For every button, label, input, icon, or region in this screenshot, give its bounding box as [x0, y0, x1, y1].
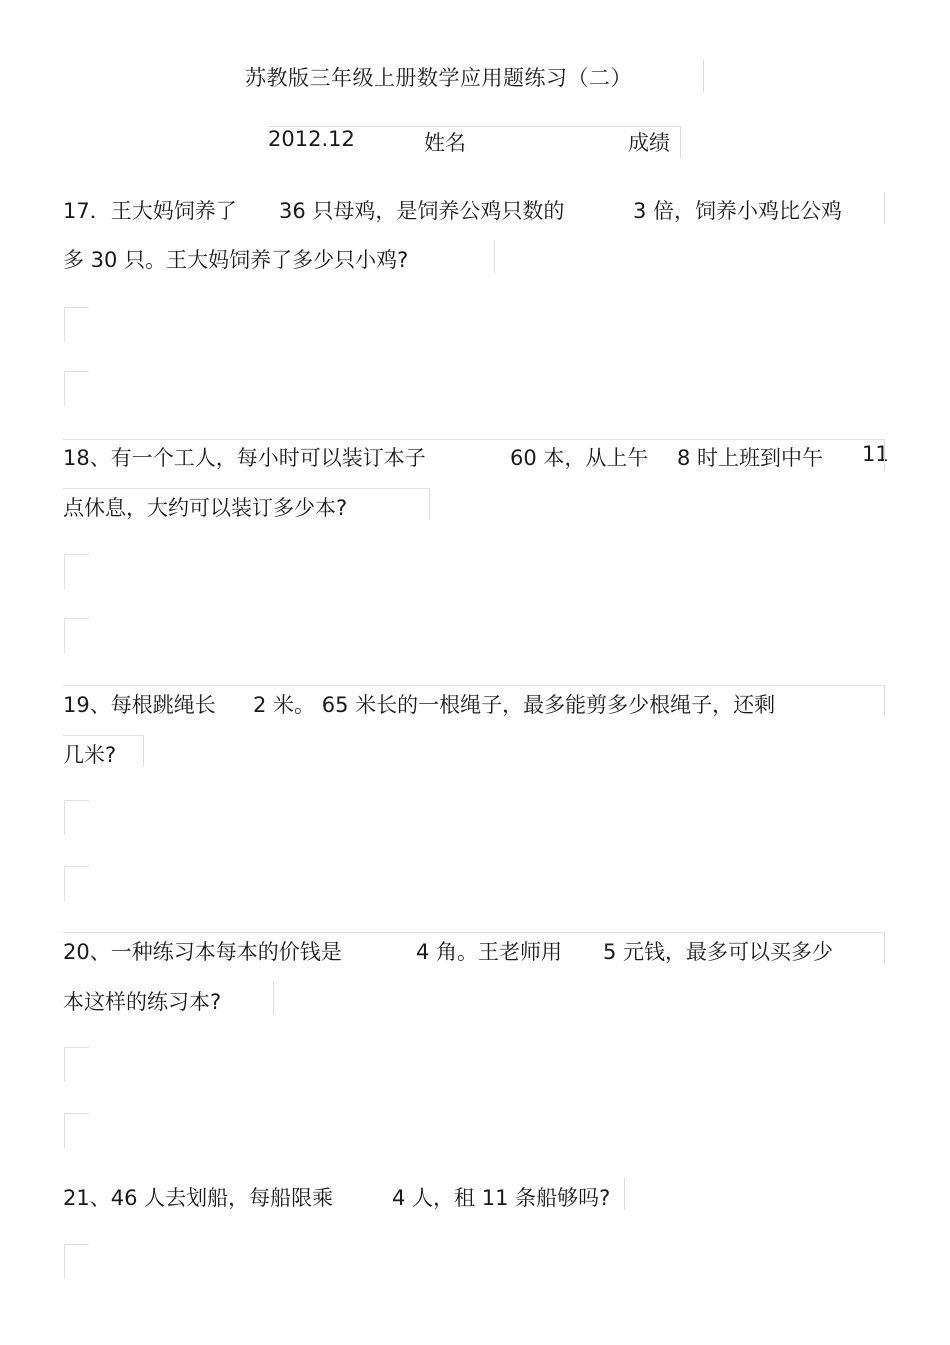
- question-19-line1-part2: 2 米。 65 米长的一根绳子，最多能剪多少根绳子，还剩: [253, 693, 776, 717]
- divider: [63, 439, 884, 440]
- divider: [884, 685, 885, 717]
- name-label: 姓名: [424, 131, 466, 155]
- divider: [884, 439, 885, 471]
- divider: [63, 735, 143, 736]
- question-18-line1-part1: 18、有一个工人，每小时可以装订本子: [63, 446, 426, 470]
- question-20-line2: 本这样的练习本?: [63, 990, 222, 1014]
- divider: [143, 735, 144, 767]
- answer-box: [64, 307, 89, 342]
- divider: [63, 932, 884, 933]
- divider: [680, 126, 681, 158]
- question-19-line2: 几米?: [63, 743, 117, 767]
- question-18-line1-part4: 11: [862, 442, 889, 466]
- score-label: 成绩: [628, 131, 670, 155]
- answer-box: [64, 1244, 89, 1279]
- question-18-line1-part2: 60 本，从上午: [510, 446, 649, 470]
- divider: [273, 982, 274, 1014]
- page-title: 苏教版三年级上册数学应用题练习（二）: [245, 66, 632, 90]
- divider: [884, 932, 885, 964]
- question-17-line1-part3: 3 倍，饲养小鸡比公鸡: [633, 199, 843, 223]
- divider: [884, 192, 885, 224]
- answer-box: [64, 866, 89, 901]
- answer-box: [64, 1113, 89, 1148]
- question-21-line1-part2: 4 人，租 11 条船够吗?: [392, 1186, 611, 1210]
- answer-box: [64, 371, 89, 406]
- divider: [429, 488, 430, 520]
- question-20-line1-part3: 5 元钱，最多可以买多少: [603, 940, 834, 964]
- answer-box: [64, 554, 89, 589]
- question-19-line1-part1: 19、每根跳绳长: [63, 693, 216, 717]
- question-18-line2: 点休息，大约可以装订多少本?: [63, 496, 348, 520]
- question-20-line1-part2: 4 角。王老师用: [416, 940, 563, 964]
- question-17-line1-part2: 36 只母鸡，是饲养公鸡只数的: [279, 199, 565, 223]
- divider: [624, 1178, 625, 1210]
- question-18-line1-part3: 8 时上班到中午: [677, 446, 824, 470]
- question-17-line2: 多 30 只。王大妈饲养了多少只小鸡?: [63, 248, 409, 272]
- divider: [63, 685, 884, 686]
- answer-box: [64, 800, 89, 835]
- answer-box: [64, 1047, 89, 1082]
- question-17-line1-part1: 17．王大妈饲养了: [63, 199, 237, 223]
- divider: [63, 488, 429, 489]
- date-label: 2012.12: [268, 127, 355, 151]
- answer-box: [64, 618, 89, 653]
- divider: [494, 240, 495, 273]
- question-21-line1-part1: 21、46 人去划船，每船限乘: [63, 1186, 334, 1210]
- question-20-line1-part1: 20、一种练习本每本的价钱是: [63, 940, 342, 964]
- divider: [703, 60, 704, 92]
